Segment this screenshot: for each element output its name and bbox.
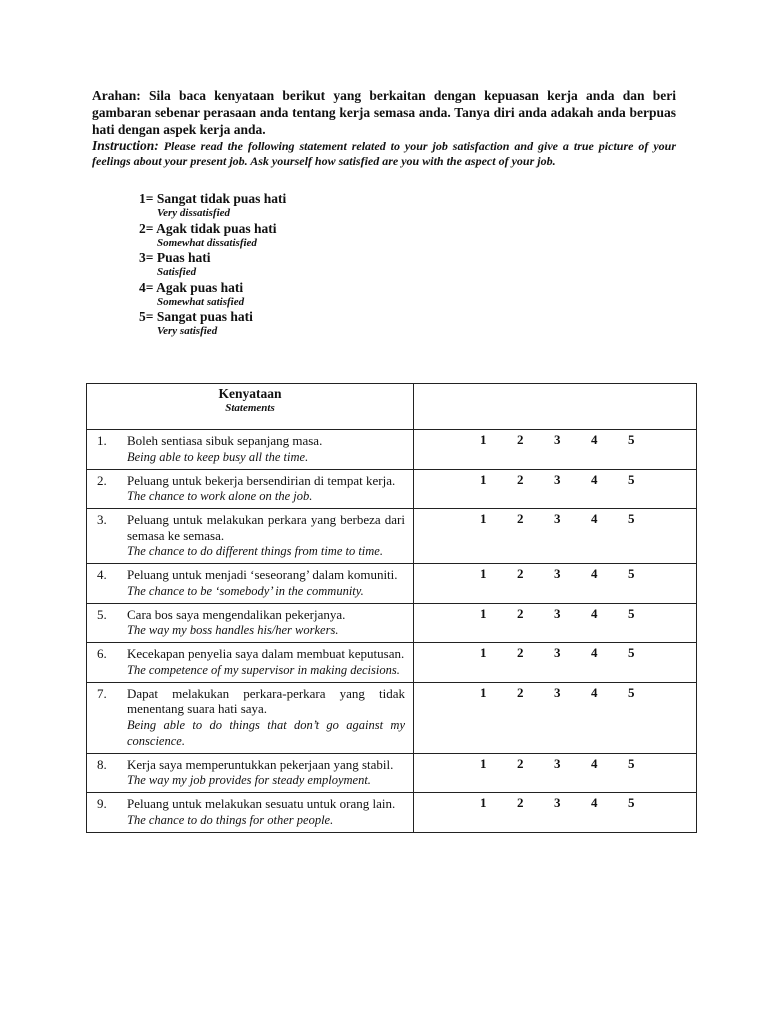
statement-english: Being able to do things that don’t go against my conscience. <box>127 717 405 748</box>
statement <box>87 430 413 469</box>
statement <box>87 793 413 832</box>
statement-english: The chance to work alone on the job. <box>127 489 313 503</box>
english-instructions <box>92 138 676 169</box>
header-malay: Kenyataan <box>218 386 282 401</box>
scale-label-english: Somewhat satisfied <box>157 295 245 308</box>
rating-option-3[interactable]: 3 <box>554 566 561 581</box>
rating-option-3[interactable]: 3 <box>554 645 561 660</box>
statement <box>87 564 413 603</box>
statement-number: 7. <box>97 685 107 701</box>
rating-option-1[interactable]: 1 <box>480 645 487 660</box>
rating-option-4[interactable]: 4 <box>591 471 598 487</box>
statement <box>87 604 413 643</box>
rating-options <box>414 793 696 810</box>
rating-option-5[interactable]: 5 <box>628 471 635 487</box>
rating-option-5[interactable]: 5 <box>628 605 635 621</box>
rating-option-2[interactable]: 2 <box>517 645 524 660</box>
survey-table <box>86 383 697 833</box>
rating-cell <box>414 793 697 833</box>
rating-option-5[interactable]: 5 <box>628 755 635 771</box>
statement-text <box>127 757 405 789</box>
statement-cell <box>87 564 414 604</box>
statement-cell <box>87 603 414 643</box>
rating-option-2[interactable]: 2 <box>517 511 524 526</box>
rating-option-1[interactable]: 1 <box>480 684 487 700</box>
statement-malay: Peluang untuk bekerja bersendirian di tempat kerja. <box>127 472 396 488</box>
statement-number: 9. <box>97 796 107 811</box>
statement-english: The way my boss handles his/her workers. <box>127 623 339 637</box>
rating-option-4[interactable]: 4 <box>591 684 598 700</box>
statement <box>87 643 413 682</box>
rating-cell <box>414 603 697 643</box>
statement-english: The way my job provides for steady employment. <box>127 773 371 787</box>
rating-option-3[interactable]: 3 <box>554 795 561 810</box>
scale-label-english: Very satisfied <box>157 325 218 337</box>
statement-number: 4. <box>97 567 107 582</box>
table-row <box>87 753 697 793</box>
table-row <box>87 643 697 683</box>
rating-option-1[interactable]: 1 <box>480 471 487 487</box>
rating-option-3[interactable]: 3 <box>554 471 561 487</box>
rating-option-4[interactable]: 4 <box>591 605 598 621</box>
rating-option-1[interactable]: 1 <box>480 605 487 621</box>
statement <box>87 754 413 793</box>
scale-item-3 <box>139 250 439 280</box>
rating-option-1[interactable]: 1 <box>480 511 487 526</box>
statement-cell <box>87 430 414 470</box>
rating-option-4[interactable]: 4 <box>591 566 598 581</box>
rating-cell <box>414 430 697 470</box>
rating-option-5[interactable]: 5 <box>628 795 635 810</box>
rating-cell <box>414 564 697 604</box>
table-row <box>87 469 697 509</box>
statement-text <box>127 512 405 559</box>
statement-number: 3. <box>97 512 107 527</box>
statement-text <box>127 567 405 599</box>
statement-number: 1. <box>97 433 107 448</box>
statement-number: 5. <box>97 606 107 622</box>
rating-option-1[interactable]: 1 <box>480 795 487 810</box>
rating-option-3[interactable]: 3 <box>554 755 561 771</box>
rating-options <box>414 509 696 526</box>
statement <box>87 683 413 753</box>
scale-label-malay: 4= Agak puas hati <box>139 279 244 295</box>
statement-cell <box>87 469 414 509</box>
rating-header <box>414 384 697 430</box>
scale-item-2 <box>139 221 439 251</box>
rating-option-1[interactable]: 1 <box>480 755 487 771</box>
rating-option-2[interactable]: 2 <box>517 432 524 447</box>
statement <box>87 509 413 563</box>
table-header-row <box>87 384 697 430</box>
statement-text <box>127 686 405 749</box>
statement-text <box>127 473 405 505</box>
scale-item-5 <box>139 309 439 339</box>
statement-malay: Peluang untuk melakukan sesuatu untuk orang lain. <box>127 796 396 811</box>
rating-option-2[interactable]: 2 <box>517 755 524 771</box>
table-row <box>87 603 697 643</box>
scale-item-1 <box>139 191 439 221</box>
statement-cell <box>87 793 414 833</box>
table-row <box>87 793 697 833</box>
rating-options <box>414 683 696 700</box>
header-english: Statements <box>225 402 275 414</box>
statement-english: The competence of my supervisor in making decisions. <box>127 662 400 677</box>
statement-number: 8. <box>97 756 107 772</box>
rating-cell <box>414 753 697 793</box>
statement-malay: Peluang untuk melakukan perkara yang berbeza dari semasa ke semasa. <box>127 512 405 543</box>
table-row <box>87 430 697 470</box>
statement-english: Being able to keep busy all the time. <box>127 449 309 464</box>
statement-text <box>127 607 405 639</box>
statement-malay: Kecekapan penyelia saya dalam membuat keputusan. <box>127 646 405 661</box>
statement-english: The chance to do different things from time to time. <box>127 544 383 558</box>
statement-english: The chance to do things for other people. <box>127 812 334 827</box>
rating-cell <box>414 643 697 683</box>
scale-label-malay: 3= Puas hati <box>139 250 211 265</box>
statement <box>87 470 413 509</box>
scale-label-english: Somewhat dissatisfied <box>157 236 257 249</box>
scale-label-english: Satisfied <box>157 266 197 278</box>
instruction-label: Instruction: <box>92 138 159 153</box>
rating-option-5[interactable]: 5 <box>628 566 635 581</box>
statement-number: 2. <box>97 472 107 488</box>
rating-options <box>414 430 696 447</box>
rating-cell <box>414 509 697 564</box>
statement-text <box>127 433 405 465</box>
rating-option-5[interactable]: 5 <box>628 511 635 526</box>
instructions-block <box>92 87 676 169</box>
rating-option-2[interactable]: 2 <box>517 795 524 810</box>
rating-option-3[interactable]: 3 <box>554 605 561 621</box>
rating-option-4[interactable]: 4 <box>591 432 598 447</box>
table-row <box>87 682 697 753</box>
rating-option-2[interactable]: 2 <box>517 471 524 487</box>
rating-option-3[interactable]: 3 <box>554 432 561 447</box>
rating-options <box>414 470 696 487</box>
rating-option-2[interactable]: 2 <box>517 566 524 581</box>
rating-option-5[interactable]: 5 <box>628 432 635 447</box>
table-row <box>87 509 697 564</box>
rating-option-4[interactable]: 4 <box>591 645 598 660</box>
rating-option-4[interactable]: 4 <box>591 755 598 771</box>
scale-label-malay: 2= Agak tidak puas hati <box>139 220 277 236</box>
statement-text <box>127 646 405 678</box>
statement-number: 6. <box>97 646 107 661</box>
scale-label-malay: 5= Sangat puas hati <box>139 309 253 324</box>
rating-cell <box>414 682 697 753</box>
table-row <box>87 564 697 604</box>
rating-option-4[interactable]: 4 <box>591 511 598 526</box>
rating-scale-legend <box>139 191 439 339</box>
statements-header <box>87 384 414 430</box>
statement-malay: Dapat melakukan perkara-perkara yang tidak menentang suara hati saya. <box>127 685 405 716</box>
statement-malay: Peluang untuk menjadi ‘seseorang’ dalam komuniti. <box>127 567 398 582</box>
rating-options <box>414 604 696 621</box>
rating-option-1[interactable]: 1 <box>480 432 487 447</box>
statement-cell <box>87 682 414 753</box>
instruction-text: Please read the following statement related to your job satisfaction and give a true picture of your feelings about your present job. Ask yourself how satisfied are you with the aspect of your job. <box>92 139 676 168</box>
rating-option-3[interactable]: 3 <box>554 511 561 526</box>
scale-item-4 <box>139 280 439 310</box>
statement-malay: Boleh sentiasa sibuk sepanjang masa. <box>127 433 323 448</box>
statement-cell <box>87 643 414 683</box>
statement-malay: Cara bos saya mengendalikan pekerjanya. <box>127 606 346 622</box>
rating-options <box>414 564 696 581</box>
rating-option-2[interactable]: 2 <box>517 605 524 621</box>
rating-option-1[interactable]: 1 <box>480 566 487 581</box>
rating-option-3[interactable]: 3 <box>554 684 561 700</box>
scale-label-english: Very dissatisfied <box>157 207 231 219</box>
statement-english: The chance to be ‘somebody’ in the community. <box>127 583 364 598</box>
scale-label-malay: 1= Sangat tidak puas hati <box>139 191 287 206</box>
statement-cell <box>87 753 414 793</box>
statement-cell <box>87 509 414 564</box>
rating-options <box>414 643 696 660</box>
rating-option-5[interactable]: 5 <box>628 684 635 700</box>
rating-option-4[interactable]: 4 <box>591 795 598 810</box>
malay-instructions: Arahan: Sila baca kenyataan berikut yang berkaitan dengan kepuasan kerja anda dan beri gambaran sebenar perasaan anda tentang kerja semasa anda. Tanya diri anda adakah anda berpuas hati dengan aspek kerja anda. <box>92 88 676 137</box>
rating-options <box>414 754 696 771</box>
statement-malay: Kerja saya memperuntukkan pekerjaan yang stabil. <box>127 756 394 772</box>
statement-text <box>127 796 405 828</box>
rating-option-5[interactable]: 5 <box>628 645 635 660</box>
rating-cell <box>414 469 697 509</box>
rating-option-2[interactable]: 2 <box>517 684 524 700</box>
